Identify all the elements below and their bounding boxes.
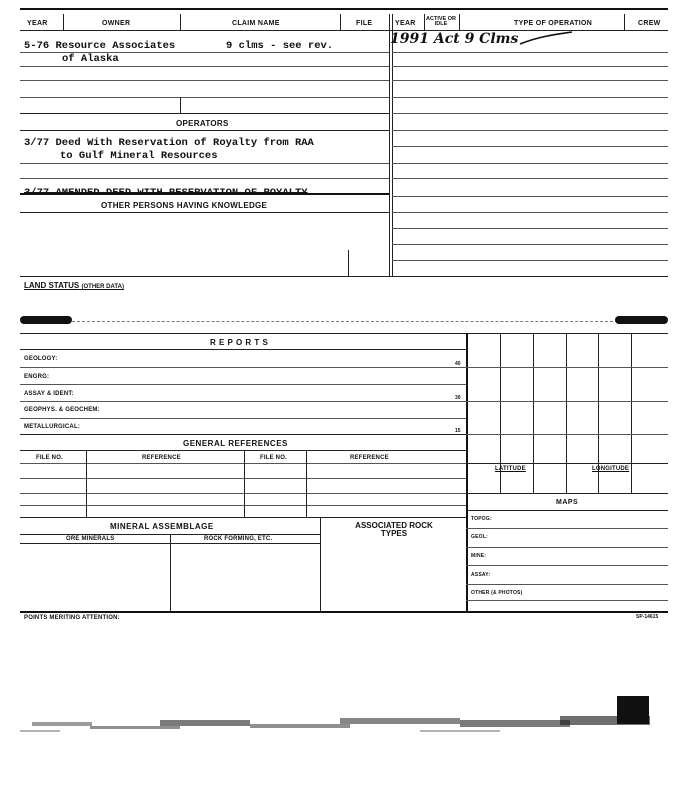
ref-col-divider bbox=[244, 450, 245, 517]
maps-rule bbox=[466, 528, 668, 529]
header-year: YEAR bbox=[27, 20, 48, 27]
mineral-col-divider bbox=[320, 517, 321, 611]
grid-line bbox=[466, 401, 668, 402]
maps-rule bbox=[466, 600, 668, 601]
operators-line-1: 3/77 Deed With Reservation of Royalty from RAA bbox=[24, 137, 314, 149]
header-divider bbox=[624, 14, 625, 30]
report-label: ENGRG: bbox=[24, 374, 50, 380]
report-label: METALLURGICAL: bbox=[24, 424, 81, 430]
ref-col-header: FILE NO. bbox=[36, 455, 63, 461]
grid-line bbox=[466, 434, 668, 435]
grid-line bbox=[631, 333, 632, 493]
row-rule bbox=[392, 130, 668, 131]
associated-rock-types-label: ASSOCIATED ROCK TYPES bbox=[355, 521, 433, 538]
other-persons-rule bbox=[20, 212, 389, 213]
reports-rule bbox=[20, 418, 466, 419]
report-number: 40 bbox=[455, 361, 461, 367]
ref-col-header: REFERENCE bbox=[350, 455, 389, 461]
row-rule bbox=[20, 97, 389, 98]
header-crew: CREW bbox=[638, 20, 661, 27]
row-rule bbox=[392, 146, 668, 147]
report-label: ASSAY & IDENT: bbox=[24, 391, 74, 397]
grid-line bbox=[533, 333, 534, 493]
row-rule bbox=[392, 52, 668, 53]
row-rule bbox=[392, 228, 668, 229]
grid-line bbox=[566, 333, 567, 493]
section-rule bbox=[20, 276, 668, 277]
report-label: GEOPHYS. & GEOCHEM: bbox=[24, 407, 100, 413]
row-rule bbox=[20, 80, 389, 81]
header-divider bbox=[180, 14, 181, 30]
header-claim-name: CLAIM NAME bbox=[232, 20, 280, 27]
maps-rule bbox=[466, 510, 668, 511]
owner-line-1: 5-76 Resource Associates bbox=[24, 40, 176, 52]
latitude-label: LATITUDE bbox=[495, 466, 526, 472]
owner-line-2: of Alaska bbox=[62, 53, 119, 65]
points-top-rule bbox=[20, 611, 668, 613]
row-rule bbox=[392, 80, 668, 81]
operators-line-2: to Gulf Mineral Resources bbox=[60, 150, 218, 162]
general-references-bottom-rule bbox=[20, 517, 466, 518]
row-rule bbox=[392, 178, 668, 179]
maps-rule bbox=[466, 547, 668, 548]
claim-entry: 9 clms - see rev. bbox=[226, 40, 334, 52]
ref-col-header: FILE NO. bbox=[260, 455, 287, 461]
report-number: 30 bbox=[455, 395, 461, 401]
maps-rule bbox=[466, 584, 668, 585]
maps-top-rule bbox=[466, 493, 668, 494]
header-divider bbox=[63, 14, 64, 30]
longitude-label: LONGITUDE bbox=[592, 466, 630, 472]
row-rule bbox=[392, 113, 668, 114]
rock-forming-label: ROCK FORMING, ETC. bbox=[204, 536, 273, 542]
map-label: TOPOG: bbox=[471, 516, 492, 522]
grid-line bbox=[466, 463, 668, 464]
header-divider bbox=[459, 14, 460, 30]
general-references-heading: GENERAL REFERENCES bbox=[183, 439, 288, 448]
ref-col-divider bbox=[306, 450, 307, 517]
row-rule bbox=[392, 244, 668, 245]
row-rule bbox=[20, 113, 389, 114]
scan-mark bbox=[20, 316, 72, 324]
row-rule bbox=[392, 260, 668, 261]
row-rule bbox=[20, 66, 389, 67]
row-rule bbox=[392, 66, 668, 67]
report-number: 15 bbox=[455, 428, 461, 434]
header-divider bbox=[424, 14, 425, 30]
operators-heading: OPERATORS bbox=[176, 119, 229, 128]
map-label: ASSAY: bbox=[471, 572, 491, 578]
header-file: FILE bbox=[356, 20, 373, 27]
reports-rule bbox=[20, 384, 466, 385]
form-number: SP-14615 bbox=[636, 614, 659, 620]
other-persons-heading: OTHER PERSONS HAVING KNOWLEDGE bbox=[101, 201, 268, 210]
ref-col-header: REFERENCE bbox=[142, 455, 181, 461]
strike-rule bbox=[20, 193, 389, 195]
operators-line-3-struck: 3/77 AMENDED DEED WITH RESERVATION OF ROYALTY bbox=[24, 187, 308, 199]
reports-rule bbox=[20, 367, 466, 368]
points-heading: POINTS MERITING ATTENTION: bbox=[24, 615, 120, 621]
maps-rule bbox=[466, 565, 668, 566]
header-divider bbox=[340, 14, 341, 30]
reports-rule bbox=[20, 349, 466, 350]
header-type-of-operation: TYPE OF OPERATION bbox=[514, 20, 593, 27]
row-rule bbox=[392, 196, 668, 197]
main-column-divider-double bbox=[392, 14, 393, 276]
reports-top-rule bbox=[20, 333, 668, 334]
operators-rule bbox=[20, 130, 389, 131]
row-rule bbox=[20, 163, 389, 164]
land-status-dash-rule bbox=[72, 321, 618, 322]
row-divider bbox=[348, 250, 349, 276]
header-owner: OWNER bbox=[102, 20, 131, 27]
map-label: OTHER (& PHOTOS) bbox=[471, 590, 523, 596]
row-rule bbox=[392, 97, 668, 98]
main-column-divider bbox=[389, 14, 390, 276]
reports-rule bbox=[20, 434, 466, 435]
grid-line bbox=[466, 367, 668, 368]
row-rule bbox=[392, 163, 668, 164]
ore-minerals-label: ORE MINERALS bbox=[66, 536, 115, 542]
header-active-or-idle: ACTIVE OR IDLE bbox=[426, 16, 456, 27]
scan-noise bbox=[0, 690, 678, 760]
handwriting-flourish bbox=[460, 30, 580, 50]
scan-mark bbox=[615, 316, 668, 324]
row-divider bbox=[180, 97, 181, 113]
maps-heading: MAPS bbox=[556, 499, 579, 506]
report-label: GEOLOGY: bbox=[24, 356, 58, 362]
row-rule bbox=[392, 212, 668, 213]
top-border bbox=[20, 8, 668, 10]
ref-col-divider bbox=[86, 450, 87, 517]
row-rule bbox=[20, 52, 389, 53]
handwritten-operation: 1991 Act 9 Clms bbox=[390, 31, 519, 47]
reports-rule bbox=[20, 401, 466, 402]
reports-right-divider bbox=[466, 333, 468, 611]
land-status-heading: LAND STATUS (OTHER DATA) bbox=[24, 281, 124, 290]
header-year-2: YEAR bbox=[395, 20, 416, 27]
mineral-assemblage-heading: MINERAL ASSEMBLAGE bbox=[110, 522, 214, 531]
row-rule bbox=[20, 178, 389, 179]
map-label: MINE: bbox=[471, 553, 487, 559]
reports-heading: R E P O R T S bbox=[210, 338, 269, 347]
mineral-col-divider bbox=[170, 534, 171, 611]
map-label: GEOL: bbox=[471, 534, 488, 540]
